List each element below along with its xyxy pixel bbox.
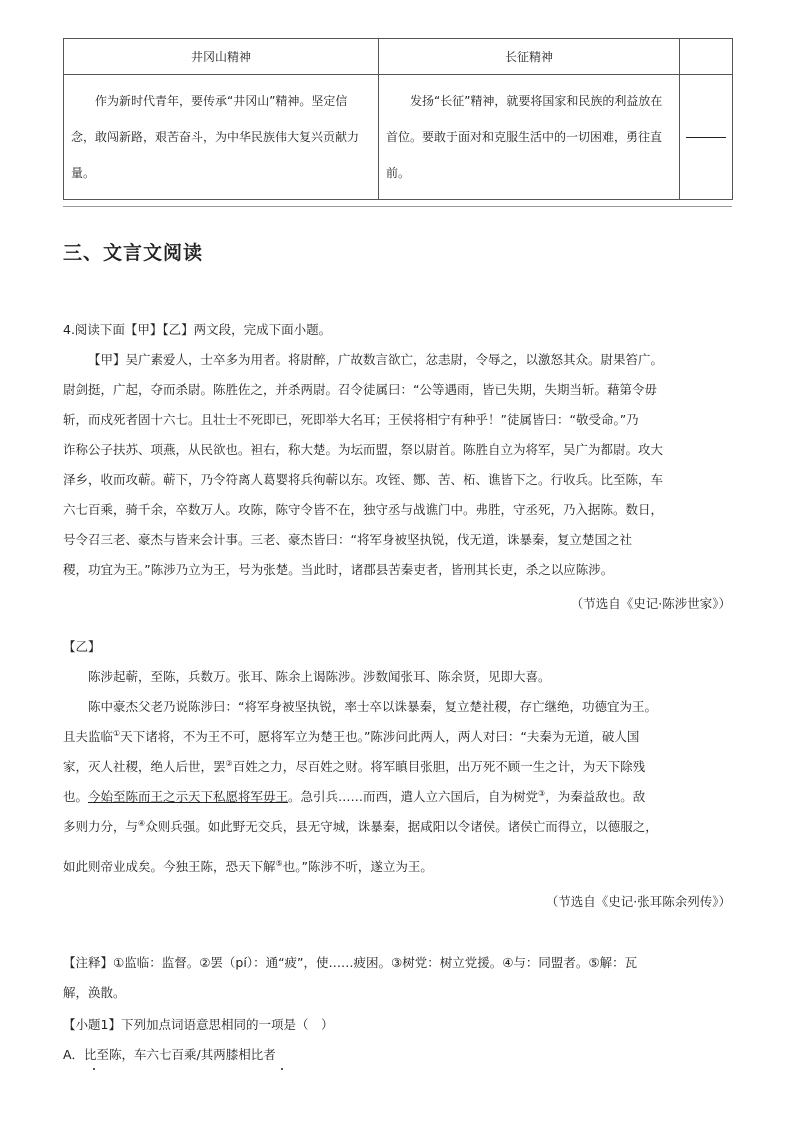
text-run: 多则力分，与 bbox=[63, 819, 139, 834]
notes bbox=[63, 948, 731, 1008]
text-run: 百姓之力，尽百姓之财。将军瞋目张胆，出万死不顾一生之计，为天下除残 bbox=[232, 759, 646, 774]
question-1 bbox=[63, 1010, 731, 1070]
emphasis-dot bbox=[93, 1068, 95, 1070]
jia-line: 诈称公子扶苏、项燕，从民欲也。袒右，称大楚。为坛而盟，祭以尉首。陈胜自立为将军，吴广为都尉。攻大 bbox=[63, 442, 664, 457]
section-title: 三、文言文阅读 bbox=[63, 242, 204, 264]
table-cell bbox=[64, 75, 379, 200]
text-run: ，为秦益敌也。敌 bbox=[545, 789, 646, 804]
emphasis-dot bbox=[281, 1068, 283, 1070]
text-run: 家，灭人社稷，绝人后世，罢 bbox=[63, 759, 226, 774]
text-run: 且夫监临 bbox=[63, 729, 114, 744]
yi-line bbox=[63, 752, 731, 782]
yi-line bbox=[63, 782, 731, 812]
table-cell bbox=[379, 75, 680, 200]
divider bbox=[63, 206, 732, 207]
cell-text: 作为新时代青年，要传承“井冈山”精神。坚定信念，敢闯新路，艰苦奋斗，为中华民族伟大复兴贡献力量。 bbox=[71, 94, 360, 180]
yi-line bbox=[63, 852, 731, 882]
yi-line: 陈中豪杰父老乃说陈涉曰：“将军身被坚执锐，率士卒以诛暴秦，复立楚社稷，存亡继绝，功德宜为王。 bbox=[88, 699, 657, 714]
table-header-cell: 长征精神 bbox=[379, 39, 680, 75]
question-intro bbox=[63, 315, 731, 345]
table-header-row bbox=[64, 39, 733, 75]
question-stem: 【小题1】下列加点词语意思相同的一项是（ ） bbox=[63, 1017, 334, 1032]
footnote-marker: ④ bbox=[138, 818, 146, 828]
yi-paragraph-1: 陈涉起蕲，至陈，兵数万。张耳、陈余上谒陈涉。涉数闻张耳、陈余贤，见即大喜。 bbox=[88, 669, 551, 684]
answer-blank-cell[interactable] bbox=[680, 75, 733, 200]
table-row bbox=[64, 75, 733, 200]
jia-line: 号令召三老、豪杰与皆来会计事。三老、豪杰皆曰：“将军身被坚执锐，伐无道，诛暴秦，复立楚国之社 bbox=[63, 532, 632, 547]
underlined-sentence: 今始至陈而王之示天下私愿将军毋王 bbox=[88, 789, 289, 804]
jia-line: 尉剑挺，广起，夺而杀尉。陈胜佐之，并杀两尉。召令徒属曰：“公等遇雨，皆已失期，失期当斩。藉第令毋 bbox=[63, 382, 657, 397]
text-run: 也。 bbox=[63, 789, 89, 804]
text-run: 也。”陈涉不听，遂立为王。 bbox=[282, 859, 433, 874]
passage-yi bbox=[63, 632, 731, 917]
yi-line bbox=[63, 722, 731, 752]
jia-line: 【甲】吴广素爱人，士卒多为用者。将尉醉，广故数言欲亡，忿恚尉，令辱之，以激怒其众。尉果笞广。 bbox=[88, 352, 664, 367]
text-run: 天下诸将，不为王不可，愿将军立为楚王也。”陈涉问此两人，两人对曰：“夫秦为无道，破人国 bbox=[120, 729, 640, 744]
jia-line: 泽乡，收而攻蕲。蕲下，乃令符离人葛婴将兵徇蕲以东。攻铚、酂、苦、柘、谯皆下之。行收兵。比至陈，车 bbox=[63, 472, 664, 487]
notes-line: 【注释】①监临：监督。②罢（pí）：通“疲”，使……疲困。③树党：树立党援。④与：同盟者。⑤解：瓦 bbox=[63, 955, 638, 970]
notes-line: 解，涣散。 bbox=[63, 985, 126, 1000]
cell-text: 发扬“长征”精神，就要将国家和民族的利益放在首位。要敢于面对和克服生活中的一切困难，勇往直前。 bbox=[386, 94, 663, 180]
text-run: 众则兵强。如此野无交兵，县无守城，诛暴秦，据咸阳以令诸侯。诸侯亡而得立，以德服之， bbox=[145, 819, 658, 834]
jia-source: （节选自《史记·陈涉世家》） bbox=[570, 596, 731, 611]
jia-line: 六七百乘，骑千余，卒数万人。攻陈，陈守令皆不在，独守丞与战谯门中。弗胜，守丞死，乃入据陈。数日， bbox=[63, 502, 664, 517]
yi-label: 【乙】 bbox=[63, 639, 101, 654]
option-a[interactable]: A．比至陈，车六七百乘/其两膝相比者 bbox=[63, 1047, 276, 1062]
yi-line bbox=[63, 812, 731, 842]
table-header-cell: 井冈山精神 bbox=[64, 39, 379, 75]
intro-line: 4.阅读下面【甲】【乙】两文段，完成下面小题。 bbox=[63, 322, 332, 337]
answer-blank-line bbox=[686, 136, 726, 138]
spirit-table bbox=[63, 38, 733, 200]
text-run: 。急引兵……而西，遣人立六国后，自为树党 bbox=[288, 789, 539, 804]
yi-source: （节选自《史记·张耳陈余列传》） bbox=[545, 894, 731, 909]
footnote-marker: ① bbox=[113, 728, 121, 738]
passage-jia bbox=[63, 345, 731, 619]
jia-line: 斩，而戍死者固十六七。且壮士不死即已，死即举大名耳；王侯将相宁有种乎！”徒属皆曰：“敬受命。”乃 bbox=[63, 412, 639, 427]
footnote-marker: ③ bbox=[538, 788, 546, 798]
footnote-marker: ② bbox=[225, 758, 233, 768]
jia-line: 稷，功宜为王。”陈涉乃立为王，号为张楚。当此时，诸郡县苦秦吏者，皆刑其长吏，杀之以应陈涉。 bbox=[63, 562, 614, 577]
text-run: 如此则帝业成矣。今独王陈，恐天下解 bbox=[63, 859, 276, 874]
footnote-marker: ⑤ bbox=[275, 858, 283, 868]
table-header-cell bbox=[680, 39, 733, 75]
